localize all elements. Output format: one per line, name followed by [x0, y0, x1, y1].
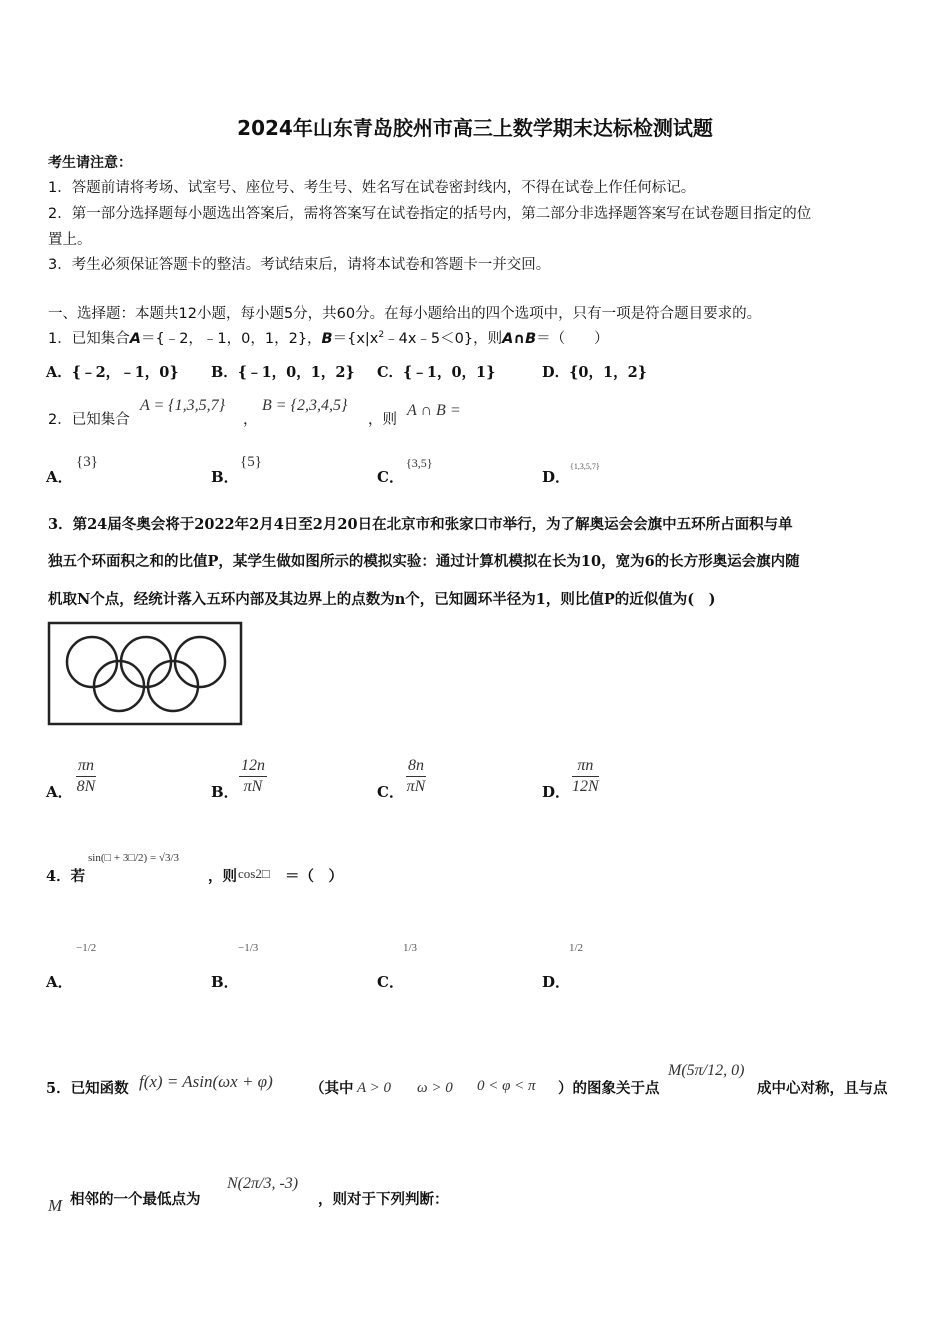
question-3-option-b[interactable]: $\frac{12n}{\pi N}$ [241, 757, 265, 795]
section-heading: 一、选择题：本题共12小题，每小题5分，共60分。在每小题给出的四个选项中，只有一项是符合题目要求的。 [48, 306, 762, 322]
notice-item-3: 3．考生必须保证答题卡的整洁。考试结束后，请将本试卷和答题卡一并交回。 [48, 257, 551, 273]
question-3-line-3: 机取N个点，经统计落入五环内部及其边界上的点数为n个，已知圆环半径为1，则比值P的近似值为( ) [48, 591, 716, 608]
question-2-option-d[interactable]: {1,3,5,7} [570, 462, 600, 471]
question-1-option-d[interactable]: D．{0，1，2} [542, 364, 647, 381]
question-2-label-b: B． [211, 468, 239, 486]
question-2-then: ，则 [368, 412, 397, 428]
question-2-option-c[interactable]: {3,5} [406, 456, 433, 470]
question-5-prefix: 5．已知函数 [46, 1080, 129, 1097]
question-5-line-2-m: M [48, 1196, 63, 1215]
question-4-label-a: A． [46, 973, 73, 991]
question-5-end: 成中心对称，且与点 [757, 1080, 888, 1097]
question-5-line-2-end: ，则对于下列判断： [318, 1191, 449, 1208]
question-3-label-b: B． [211, 783, 239, 801]
question-2-sep: ， [243, 412, 258, 428]
notice-heading: 考生请注意： [48, 155, 132, 171]
question-4-end: ＝（ ） [285, 868, 343, 885]
question-4-label-d: D． [542, 973, 571, 991]
question-5-point-m: M(5π/12, 0) [668, 1062, 745, 1079]
question-1-option-c[interactable]: C．{﹣1，0，1} [377, 364, 496, 381]
question-3-label-d: D． [542, 783, 571, 801]
notice-item-2-cont: 置上。 [48, 232, 92, 248]
question-5-paren-open: （其中 [310, 1080, 354, 1097]
notice-item-1: 1．答题前请将考场、试室号、座位号、考生号、姓名写在试卷密封线内，不得在试卷上作任何标记。 [48, 180, 696, 196]
question-3-line-1: 3．第24届冬奥会将于2022年2月4日至2月20日在北京市和张家口市举行，为了解奥运会会旗中五环所占面积与单 [48, 516, 793, 533]
question-5-cond-3: 0 < φ < π [477, 1078, 536, 1094]
olympic-rings-figure [46, 620, 244, 728]
question-4-label-b: B． [211, 973, 239, 991]
notice-item-2: 2．第一部分选择题每小题选出答案后，需将答案写在试卷指定的括号内，第二部分非选择题答案写在试卷题目指定的位 [48, 206, 812, 222]
question-5-mid: ）的图象关于点 [558, 1080, 660, 1097]
question-4-option-d[interactable]: 1/2 [569, 942, 584, 954]
question-4-condition: sin(□ + 3□/2) = √3/3 [88, 852, 180, 864]
question-4-option-c[interactable]: 1/3 [403, 942, 418, 954]
question-2-set-b: B = {2,3,4,5} [262, 397, 348, 414]
question-2-label-d: D． [542, 468, 571, 486]
page-title: 2024年山东青岛胶州市高三上数学期末达标检测试题 [237, 116, 713, 140]
question-5-function: f(x) = Asin(ωx + φ) [139, 1072, 273, 1091]
question-2-expr: A ∩ B = [407, 402, 461, 419]
question-4-prefix: 4．若 [46, 868, 86, 885]
question-4-expr: cos2□ [238, 866, 270, 881]
question-5-line-2-mid: 相邻的一个最低点为 [70, 1191, 201, 1208]
question-1-option-b[interactable]: B．{﹣1，0，1，2} [211, 364, 355, 381]
question-5-cond-2: ω > 0 [417, 1080, 453, 1096]
question-2-prefix: 2．已知集合 [48, 412, 130, 428]
question-3-label-c: C． [377, 783, 404, 801]
question-3-line-2: 独五个环面积之和的比值P，某学生做如图所示的模拟实验：通过计算机模拟在长为10，宽为6的长方形奥运会旗内随 [48, 553, 800, 570]
question-3-label-a: A． [46, 783, 73, 801]
question-4-option-b[interactable]: −1/3 [238, 942, 259, 954]
question-4-mid: ，则 [208, 868, 237, 885]
question-3-option-c[interactable]: $\frac{8n}{\pi N}$ [406, 757, 426, 795]
question-2-option-b[interactable]: {5} [240, 454, 262, 470]
question-3-option-d[interactable]: $\frac{\pi n}{12N}$ [572, 757, 599, 795]
question-2-option-a[interactable]: {3} [76, 454, 98, 470]
question-3-option-a[interactable]: $\frac{\pi n}{8N}$ [76, 757, 96, 795]
question-4-option-a[interactable]: −1/2 [76, 942, 97, 954]
question-5-point-n: N(2π/3, -3) [227, 1175, 299, 1192]
question-2-label-c: C． [377, 468, 404, 486]
question-1-stem: 1．已知集合A＝{﹣2，﹣1，0，1，2}，$B=\{x|x^2﹣4x﹣5<0\}$，则A∩B＝（ ） [48, 330, 609, 347]
question-4-label-c: C． [377, 973, 404, 991]
question-2-set-a: A = {1,3,5,7} [140, 397, 226, 414]
question-2-label-a: A． [46, 468, 73, 486]
question-1-option-a[interactable]: A．{﹣2，﹣1，0} [46, 364, 179, 381]
question-5-cond-1: A > 0 [357, 1080, 392, 1096]
